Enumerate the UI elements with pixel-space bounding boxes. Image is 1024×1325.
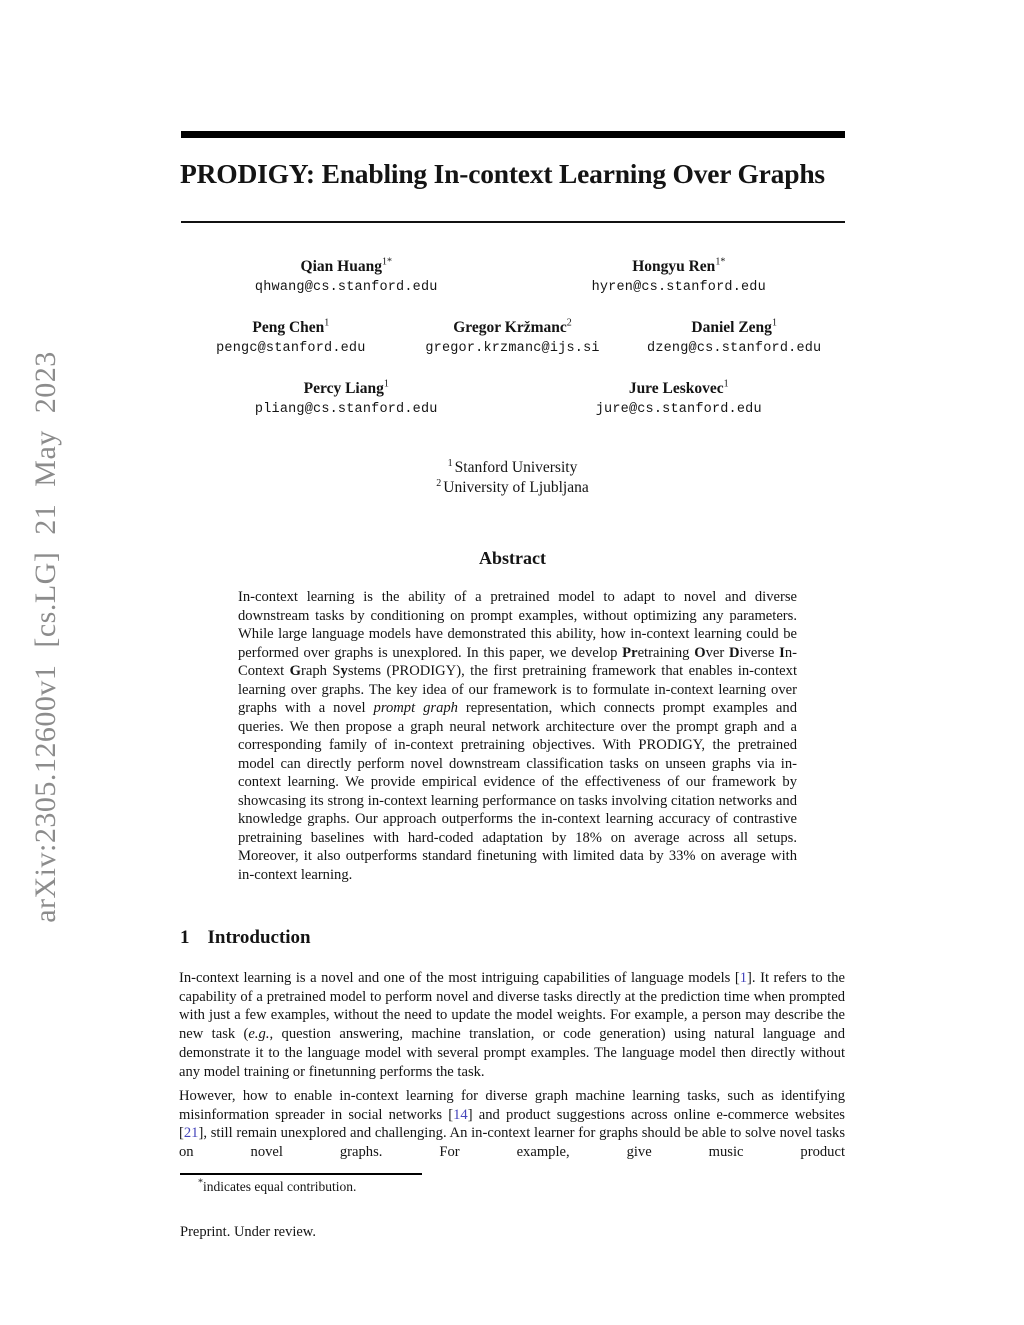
section-title: Introduction	[207, 927, 311, 948]
abstract-segment: etraining	[637, 644, 695, 661]
paragraph-segment: ], still remain unexplored and challenging. An in-context learner for graphs should be able to solve novel tasks on novel graphs. For example, give music product	[179, 1125, 845, 1161]
citation-link-21[interactable]: 21	[183, 1125, 199, 1142]
author-name: Gregor Kržmanc	[453, 319, 567, 336]
abstract-segment: stems (PRODIGY), the first pretraining framework that enables in-context learning over graphs. The key idea of our framework is to formulate in-context learning over graphs with a novel	[238, 663, 797, 716]
abstract-segment: In-context learning is the ability of a pretrained model to adapt to novel and diverse downstream tasks by conditioning on prompt examples, without optimizing any parameters. While large language models have demonstrated this ability, how in-context learning could be performed over graphs is unexplored. In this paper, we develop	[238, 589, 797, 661]
author-name-line	[513, 380, 846, 398]
author-affiliation-mark: 1	[324, 317, 330, 329]
preprint-notice: Preprint. Under review.	[180, 1224, 316, 1240]
paragraph-segment: In-context learning is a novel and one of the most intriguing capabilities of language models [	[179, 970, 740, 986]
author-email: gregor.krzmanc@ijs.si	[425, 341, 600, 356]
author	[180, 319, 402, 356]
author-affiliation-mark: 1*	[381, 256, 392, 268]
arxiv-watermark: arXiv:2305.12600v1 [cs.LG] 21 May 2023	[29, 351, 62, 923]
footnote-marker: *	[198, 1177, 203, 1189]
footnote-equal-contribution	[198, 1179, 356, 1195]
author-affiliation-mark: 1*	[715, 256, 726, 268]
author	[180, 258, 513, 295]
abstract-segment: n-Context	[238, 644, 797, 679]
author-name-line	[623, 319, 845, 337]
author-name: Peng Chen	[252, 319, 325, 336]
abstract-heading: Abstract	[479, 548, 546, 568]
author	[513, 380, 846, 417]
author-name-line	[180, 380, 513, 398]
paragraph-segment: , question answering, machine translation, or code generation) using natural language and demonstrate it to the language model with several prompt examples. The language model then directly without any model training or finetunning performs the task.	[179, 1026, 845, 1080]
title-rule-top	[181, 131, 845, 138]
title-rule-bottom	[181, 221, 845, 223]
author-name-line	[513, 258, 846, 276]
section-heading-introduction	[180, 927, 311, 949]
section-number: 1	[180, 927, 190, 948]
author-email: hyren@cs.stanford.edu	[591, 280, 766, 295]
affiliation-name: University of Ljubljana	[443, 479, 589, 496]
author-block	[180, 258, 845, 441]
abstract-segment: I	[779, 644, 785, 661]
author-name: Qian Huang	[300, 258, 382, 275]
citation-link-1[interactable]: 1	[739, 970, 748, 986]
author	[180, 380, 513, 417]
abstract-segment: representation, which connects prompt examples and queries. We then propose a graph neural network architecture over the prompt graph and a corresponding family of in-context pretraining objectives. With PRODIGY, the pretrained model can directly perform novel downstream classification tasks on unseen graphs via in-context learning. We provide empirical evidence of the effectiveness of our framework by showcasing its strong in-context learning performance on tasks involving citation networks and knowledge graphs. Our approach outperforms the in-context learning accuracy of contrastive pretraining baselines with hard-coded adaptation by 18% on average across all setups. Moreover, it also outperforms standard finetuning with limited data by 33% on average with in-context learning.	[238, 700, 797, 883]
footnote-rule	[180, 1173, 422, 1175]
author	[402, 319, 624, 356]
author-row	[180, 258, 845, 295]
paragraph-segment: ]. It refers to the capability of a pretrained model to perform novel and diverse tasks directly at the prediction time when prompted with just a few examples, without the need to update the model weights. For example, a person may describe the new task (	[179, 970, 845, 1043]
paragraph-segment: ] and product suggestions across online e-commerce websites [	[179, 1106, 845, 1142]
abstract-segment: O	[694, 644, 706, 661]
author-email: pliang@cs.stanford.edu	[254, 402, 438, 417]
author-row	[180, 380, 845, 417]
author-name-line	[180, 319, 402, 337]
author-affiliation-mark: 1	[383, 378, 389, 390]
abstract-term-prompt-graph: prompt graph	[373, 700, 458, 716]
footnote-text: indicates equal contribution.	[203, 1179, 357, 1194]
author-name-line	[402, 319, 624, 337]
author-name-line	[180, 258, 513, 276]
author-row	[180, 319, 845, 356]
affiliation-mark: 1	[447, 457, 453, 469]
abstract-segment: G	[289, 663, 302, 679]
affiliation-ljubljana	[180, 478, 845, 498]
affiliation-block	[180, 458, 845, 498]
author-name: Daniel Zeng	[691, 319, 772, 336]
affiliation-stanford	[180, 458, 845, 478]
page-title: PRODIGY: Enabling In-context Learning Over Graphs	[180, 158, 825, 189]
affiliation-name: Stanford University	[454, 459, 578, 476]
paragraph-segment: However, how to enable in-context learning for diverse graph machine learning tasks, such as identifying misinformation spreader in social networks [	[179, 1088, 845, 1123]
author-affiliation-mark: 1	[771, 317, 777, 329]
author-email: qhwang@cs.stanford.edu	[254, 280, 438, 295]
abstract-segment: D	[728, 644, 740, 661]
author-email: dzeng@cs.stanford.edu	[647, 341, 822, 356]
author-email: jure@cs.stanford.edu	[595, 402, 762, 417]
abstract-segment: Pr	[622, 644, 638, 661]
abstract-segment: ver	[705, 644, 729, 661]
author-affiliation-mark: 1	[723, 378, 729, 390]
abstract-segment: iverse	[739, 644, 780, 661]
author	[623, 319, 845, 356]
paragraph-segment: e.g.	[248, 1026, 270, 1043]
author-name: Jure Leskovec	[628, 380, 724, 397]
abstract-segment: y	[340, 663, 348, 679]
intro-paragraph-2	[179, 1087, 845, 1162]
intro-paragraph-1	[179, 969, 845, 1081]
affiliation-mark: 2	[436, 477, 442, 489]
author-name: Hongyu Ren	[632, 258, 716, 275]
author-email: pengc@stanford.edu	[216, 341, 366, 356]
citation-link-14[interactable]: 14	[453, 1106, 468, 1123]
abstract-segment: raph S	[301, 663, 341, 679]
author-affiliation-mark: 2	[566, 317, 572, 329]
author-name: Percy Liang	[303, 380, 384, 397]
abstract-text	[238, 588, 797, 884]
author	[513, 258, 846, 295]
